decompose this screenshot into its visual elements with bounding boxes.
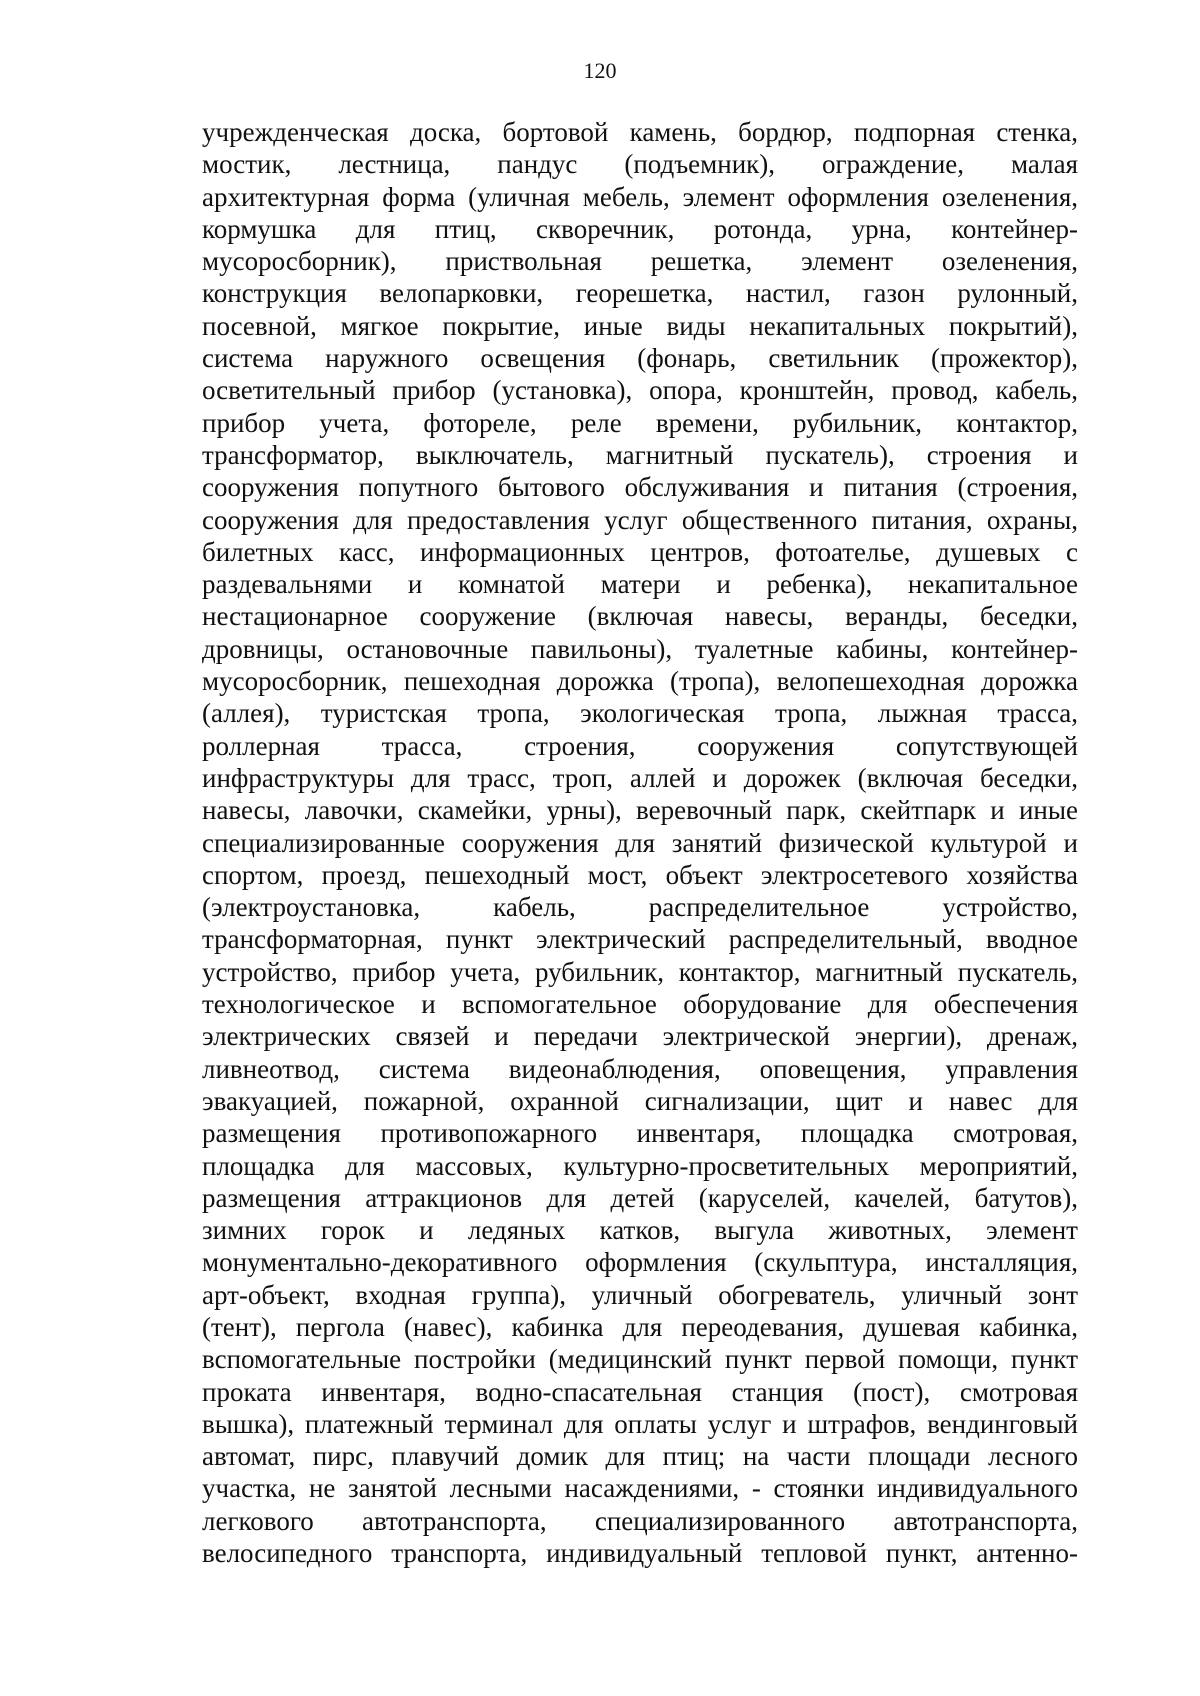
text-line: вышка), платежный терминал для оплаты услуг и штрафов, вендинговый — [202, 1408, 1078, 1439]
text-line: специализированные сооружения для занятий физической культурой и — [202, 827, 1078, 858]
text-line: сооружения попутного бытового обслуживания и питания (строения, — [202, 472, 1078, 503]
text-line: конструкция велопарковки, георешетка, настил, газон рулонный, — [202, 278, 1078, 309]
text-line: трансформатор, выключатель, магнитный пускатель), строения и — [202, 439, 1078, 470]
text-line: устройство, прибор учета, рубильник, контактор, магнитный пускатель, — [202, 956, 1078, 987]
text-line: легкового автотранспорта, специализированного автотранспорта, — [202, 1505, 1078, 1536]
text-line: (электроустановка, кабель, распределительное устройство, — [202, 892, 1078, 923]
text-line: (аллея), туристская тропа, экологическая тропа, лыжная трасса, — [202, 698, 1078, 729]
text-line: монументально-декоративного оформления (скульптура, инсталляция, — [202, 1247, 1078, 1278]
text-line: технологическое и вспомогательное оборудование для обеспечения — [202, 989, 1078, 1020]
text-line: электрических связей и передачи электрической энергии), дренаж, — [202, 1021, 1078, 1052]
text-line: трансформаторная, пункт электрический распределительный, вводное — [202, 924, 1078, 955]
body-text — [202, 116, 1078, 1569]
page-number: 120 — [583, 58, 617, 83]
text-line: инфраструктуры для трасс, троп, аллей и дорожек (включая беседки, — [202, 762, 1078, 793]
text-line: навесы, лавочки, скамейки, урны), веревочный парк, скейтпарк и иные — [202, 795, 1078, 826]
text-line: прибор учета, фотореле, реле времени, рубильник, контактор, — [202, 407, 1078, 438]
text-line: сооружения для предоставления услуг общественного питания, охраны, — [202, 504, 1078, 535]
text-line: осветительный прибор (установка), опора, кронштейн, провод, кабель, — [202, 375, 1078, 406]
text-line: спортом, проезд, пешеходный мост, объект электросетевого хозяйства — [202, 859, 1078, 890]
text-line: участка, не занятой лесными насаждениями, - стоянки индивидуального — [202, 1473, 1078, 1504]
text-line: посевной, мягкое покрытие, иные виды некапитальных покрытий), — [202, 310, 1078, 341]
text-line: ливнеотвод, система видеонаблюдения, оповещения, управления — [202, 1053, 1078, 1084]
text-line: дровницы, остановочные павильоны), туалетные кабины, контейнер- — [202, 633, 1078, 664]
text-line: мусоросборник, пешеходная дорожка (тропа), велопешеходная дорожка — [202, 666, 1078, 697]
text-line: роллерная трасса, строения, сооружения сопутствующей — [202, 730, 1078, 761]
text-line: зимних горок и ледяных катков, выгула животных, элемент — [202, 1215, 1078, 1246]
text-line: велосипедного транспорта, индивидуальный тепловой пункт, антенно- — [202, 1538, 1078, 1569]
text-line: кормушка для птиц, скворечник, ротонда, урна, контейнер- — [202, 213, 1078, 244]
text-line: проката инвентаря, водно-спасательная станция (пост), смотровая — [202, 1376, 1078, 1407]
text-line: эвакуацией, пожарной, охранной сигнализации, щит и навес для — [202, 1085, 1078, 1116]
text-line: (тент), пергола (навес), кабинка для переодевания, душевая кабинка, — [202, 1311, 1078, 1342]
text-line: нестационарное сооружение (включая навесы, веранды, беседки, — [202, 601, 1078, 632]
text-line: вспомогательные постройки (медицинский пункт первой помощи, пункт — [202, 1344, 1078, 1375]
text-line: размещения противопожарного инвентаря, площадка смотровая, — [202, 1118, 1078, 1149]
text-line: автомат, пирс, плавучий домик для птиц; на части площади лесного — [202, 1441, 1078, 1472]
text-line: мусоросборник), приствольная решетка, элемент озеленения, — [202, 246, 1078, 277]
text-line: система наружного освещения (фонарь, светильник (прожектор), — [202, 343, 1078, 374]
text-line: учрежденческая доска, бортовой камень, бордюр, подпорная стенка, — [202, 117, 1078, 147]
text-line: билетных касс, информационных центров, фотоателье, душевых с — [202, 536, 1078, 567]
text-line: арт-объект, входная группа), уличный обогреватель, уличный зонт — [202, 1279, 1078, 1310]
text-line: площадка для массовых, культурно-просветительных мероприятий, — [202, 1150, 1078, 1181]
text-line: архитектурная форма (уличная мебель, элемент оформления озеленения, — [202, 181, 1078, 212]
text-line: раздевальнями и комнатой матери и ребенка), некапитальное — [202, 569, 1078, 600]
text-line: мостик, лестница, пандус (подъемник), ограждение, малая — [202, 149, 1078, 180]
text-line: размещения аттракционов для детей (каруселей, качелей, батутов), — [202, 1182, 1078, 1213]
